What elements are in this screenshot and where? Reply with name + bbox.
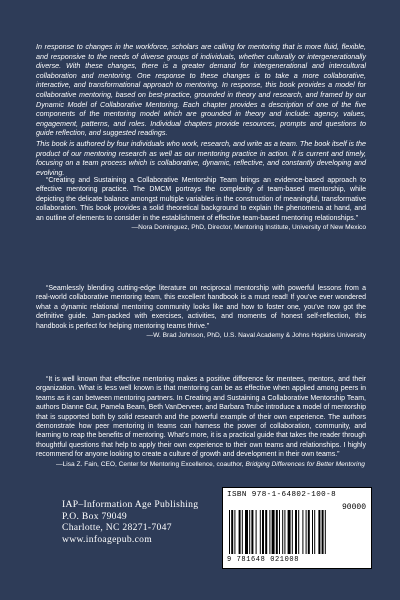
publisher-name: IAP–Information Age Publishing xyxy=(62,499,199,510)
endorsement-3 xyxy=(36,375,366,469)
ean-digits: 9 781648 021008 xyxy=(227,556,300,564)
endorsement-attribution: —W. Brad Johnson, PhD, U.S. Naval Academy & Johns Hopkins University xyxy=(146,332,366,340)
price-code: 90000 xyxy=(341,503,366,512)
book-description xyxy=(36,42,366,178)
description-paragraph-1: In response to changes in the workforce, scholars are calling for mentoring that is more fluid, flexible, and responsive to the needs of diverse groups of individuals, whether culturally or intergenerationally diverse. With these changes, there is a greater demand for intergenerational and intercultural collaboration and mentoring. One response to these changes is to take a more collaborative, interactive, and transformational approach to mentoring. In response, this book provides a model for collaborative mentoring, based on best-practice, grounded in theory and research, and framed by our Dynamic Model of Collaborative Mentoring. Each chapter provides a description of one of the five components of the mentoring model which are grounded in theory and include: agency, values, engagement, patterns, and roles. Individual chapters provide resources, prompts and questions to guide reflection, and suggested readings. xyxy=(36,42,366,138)
endorsement-attribution xyxy=(36,460,366,469)
endorsement-quote: “It is well known that effective mentoring makes a positive difference for mentees, mentors, and their organization. What is less well known is that mentoring can be as effective when applied among peers in teams as it can between mentoring partners. In Creating and Sustaining a Collaborative Mentorship Team, authors Dianne Gut, Pamela Beam, Beth VanDerveer, and Barbara Trube introduce a model of mentorship that is supported both by solid research and the powerful example of their own experience. The authors demonstrate how peer mentoring in teams can harness the power of collaboration, community, and learning to reap the benefits of mentoring. What’s more, it is a practical guide that takes the reader through thoughtful questions that help to apply their own experience to their own teams and relationships. I highly recommend for anyone looking to create a culture of growth and development in their own teams.” xyxy=(36,376,366,459)
publisher-url: www.infoagepub.com xyxy=(62,533,153,545)
isbn-barcode xyxy=(222,487,372,569)
isbn-label: ISBN 978-1-64802-100-8 xyxy=(227,491,337,499)
publisher-city: Charlotte, NC 28271-7047 xyxy=(62,522,172,533)
endorsement-1 xyxy=(36,176,366,232)
description-paragraph-2: This book is authored by four individuals who work, research, and write as a team. The book itself is the product of our mentoring research as well as our mentoring practice in action. It is current and timely, focusing on a team process which is collaborative, dynamic, reflective, and constantly developing and evolving. xyxy=(36,138,366,177)
endorsement-2 xyxy=(36,284,366,340)
endorsement-quote: “Creating and Sustaining a Collaborative Mentorship Team brings an evidence-based approach to effective mentoring practice. The DMCM portrays the complexity of team-based mentorship, while depicting the delicate balance amongst multiple variables in the construction of meaningful, transformative collaboration. This book provides a solid theoretical background to explain the phenomena at hand, and an outline of elements to consider in the establishment of effective team-based mentoring relationships.” xyxy=(36,177,366,222)
endorsement-quote: “Seamlessly blending cutting-edge literature on reciprocal mentorship with powerful lessons from a real-world collaborative mentoring team, this excellent handbook is a must read! If you’ve ever wondered what a dynamic relational mentoring community looks like and how to foster one, you’ve now got the definitive guide. Jam-packed with exercises, activities, and moments of honest self-reflection, this handbook is perfect for helping mentoring teams thrive.” xyxy=(36,285,366,330)
barcode-bars-icon xyxy=(229,510,365,554)
attribution-book-title: Bridging Differences for Better Mentoring xyxy=(245,460,365,468)
publisher-po-box: P.O. Box 79049 xyxy=(62,510,127,522)
endorsement-attribution: —Nora Dominguez, PhD, Director, Mentoring Institute, University of New Mexico xyxy=(131,224,366,232)
publisher-block xyxy=(62,499,198,545)
attribution-text: —Lisa Z. Fain, CEO, Center for Mentoring Excellence, coauthor, xyxy=(56,460,246,468)
